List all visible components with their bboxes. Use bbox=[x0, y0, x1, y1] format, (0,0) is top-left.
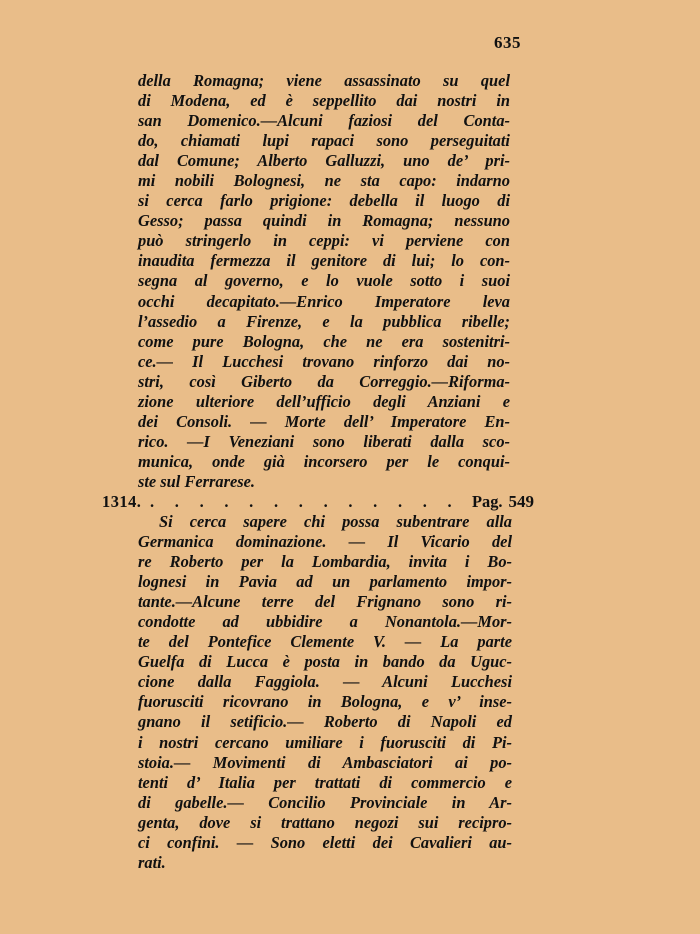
text-line: ste sul Ferrarese. bbox=[138, 471, 256, 491]
text-line: tante.—Alcune terre del Frignano sono ri- bbox=[138, 592, 512, 612]
text-line: della Romagna; viene assassinato su quel bbox=[138, 71, 510, 90]
text-line: si cerca farlo prigione: debella il luogo di bbox=[138, 191, 510, 211]
page-label: Pag. bbox=[472, 492, 503, 511]
text-line: rico. —I Veneziani sono liberati dalla sco- bbox=[138, 431, 510, 451]
index-entry-1314 bbox=[102, 492, 549, 514]
text-line: Germanica dominazione. — Il Vicario del bbox=[138, 532, 512, 552]
text-block-2 bbox=[138, 512, 512, 873]
text-line: occhi decapitato.—Enrico Imperatore leva bbox=[138, 291, 510, 311]
text-line: dal Comune; Alberto Galluzzi, uno de’ pri- bbox=[138, 151, 510, 171]
text-line: genta, dove si trattano negozi sui recipro- bbox=[138, 812, 512, 832]
entry-year: 1314. bbox=[102, 492, 142, 511]
text-line: stoia.— Movimenti di Ambasciatori ai po- bbox=[138, 752, 512, 772]
text-line: inaudita fermezza il genitore di lui; lo con- bbox=[138, 251, 510, 271]
text-line: dei Consoli. — Morte dell’ Imperatore En- bbox=[138, 411, 510, 431]
text-line: ci confini. — Sono eletti dei Cavalieri au- bbox=[138, 832, 512, 852]
text-line: di Modena, ed è seppellito dai nostri in bbox=[138, 91, 510, 111]
text-line: cione dalla Faggiola. — Alcuni Lucchesi bbox=[138, 672, 512, 692]
text-line: do, chiamati lupi rapaci sono perseguitati bbox=[138, 131, 510, 151]
text-line: come pure Bologna, che ne era sostenitri- bbox=[138, 331, 510, 351]
text-line: san Domenico.—Alcuni faziosi del Conta- bbox=[138, 111, 510, 131]
page-number: 635 bbox=[494, 33, 521, 52]
text-line: condotte ad ubbidire a Nonantola.—Mor- bbox=[138, 612, 512, 632]
text-line: ce.— Il Lucchesi trovano rinforzo dai no- bbox=[138, 351, 510, 371]
text-line: tenti d’ Italia per trattati di commercio e bbox=[138, 772, 512, 792]
text-line: fuorusciti ricovrano in Bologna, e v’ inse- bbox=[138, 692, 512, 712]
text-line: re Roberto per la Lombardia, invita i Bo- bbox=[138, 552, 512, 572]
page-reference bbox=[472, 492, 534, 512]
text-line: te del Pontefice Clemente V. — La parte bbox=[138, 632, 512, 652]
text-line: Si cerca sapere chi possa subentrare alla bbox=[159, 512, 512, 531]
text-line: i nostri cercano umiliare i fuorusciti di Pi- bbox=[138, 732, 512, 752]
text-line: lognesi in Pavia ad un parlamento impor- bbox=[138, 572, 512, 592]
text-line: l’assedio a Firenze, e la pubblica ribelle; bbox=[138, 311, 510, 331]
text-line: Gesso; passa quindi in Romagna; nessuno bbox=[138, 211, 510, 231]
text-line: rati. bbox=[138, 852, 166, 872]
text-line: mi nobili Bolognesi, ne sta capo: indarno bbox=[138, 171, 510, 191]
text-line: segna al governo, e lo vuole sotto i suoi bbox=[138, 271, 510, 291]
text-line: può stringerlo in ceppi: vi perviene con bbox=[138, 231, 510, 251]
text-line: gnano il setificio.— Roberto di Napoli ed bbox=[138, 712, 512, 732]
page-reference-number: 549 bbox=[508, 492, 535, 511]
text-line: Guelfa di Lucca è posta in bando da Uguc- bbox=[138, 652, 512, 672]
leader-dots: . . . . . . . . . . . . . bbox=[150, 492, 460, 511]
text-line: munica, onde già incorsero per le conqui- bbox=[138, 451, 510, 471]
text-line: zione ulteriore dell’ufficio degli Anziani e bbox=[138, 391, 510, 411]
text-line: di gabelle.— Concilio Provinciale in Ar- bbox=[138, 792, 512, 812]
text-line: stri, così Giberto da Correggio.—Riforma- bbox=[138, 371, 510, 391]
text-block-1 bbox=[138, 71, 510, 492]
